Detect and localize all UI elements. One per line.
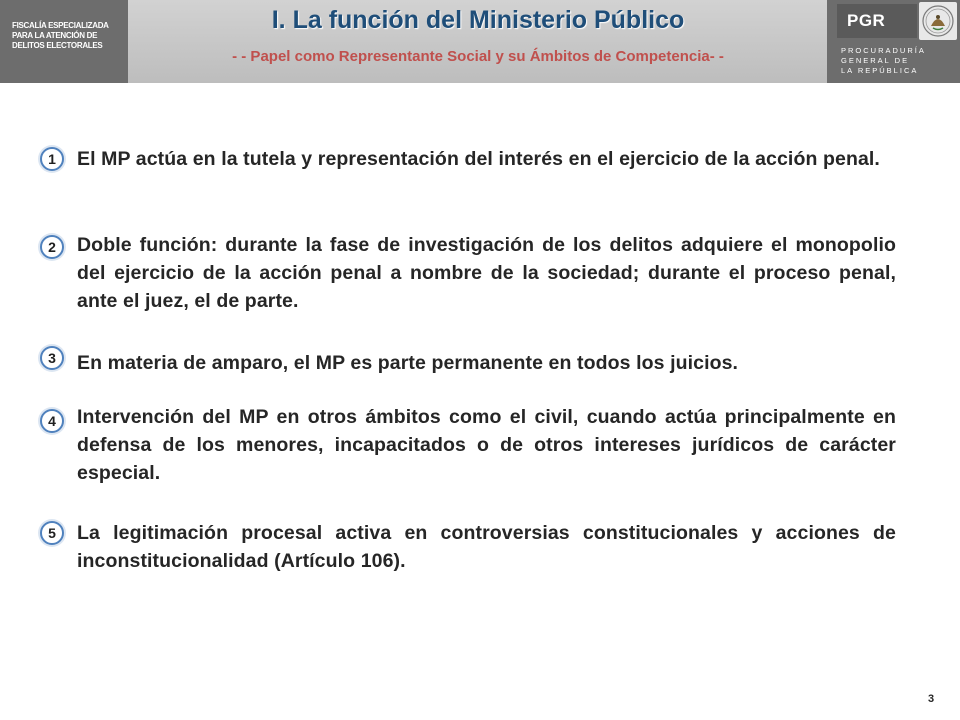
item-text: El MP actúa en la tutela y representación del interés en el ejercicio de la acción penal.	[77, 148, 880, 170]
pgr-agency-line: PROCURADURÍA	[841, 46, 926, 55]
slide-header	[0, 0, 960, 83]
agency-line: PARA LA ATENCIÓN DE	[12, 31, 98, 40]
agency-name	[12, 21, 126, 51]
agency-line: FISCALÍA ESPECIALIZADA	[12, 21, 109, 30]
pgr-logo	[827, 0, 960, 83]
item-number-badge: 5	[40, 521, 64, 545]
item-text: La legitimación procesal activa en controversias constitucionales y acciones de inconstitucionalidad (Artículo 106).	[77, 522, 896, 572]
item-number-badge: 2	[40, 235, 64, 259]
item-text: Intervención del MP en otros ámbitos como el civil, cuando actúa principalmente en defensa de los menores, incapacitados o de otros intereses jurídicos de carácter especial.	[77, 406, 896, 484]
item-number-badge: 3	[40, 346, 64, 370]
item-text: Doble función: durante la fase de investigación de los delitos adquiere el monopolio del ejercicio de la acción penal a nombre de la sociedad; durante el proceso penal, ante el juez, el de parte.	[77, 234, 896, 312]
item-number-badge: 4	[40, 409, 64, 433]
pgr-agency-name	[841, 46, 926, 76]
item-number-badge: 1	[40, 147, 64, 171]
pgr-logo-box	[837, 4, 917, 38]
page-number: 3	[928, 693, 935, 705]
mexico-seal-icon	[919, 2, 957, 40]
slide-title: I. La función del Ministerio Público	[271, 6, 685, 34]
item-text: En materia de amparo, el MP es parte permanente en todos los juicios.	[77, 352, 739, 374]
slide-subtitle: - - Papel como Representante Social y su Ámbitos de Competencia- -	[232, 48, 724, 65]
pgr-agency-line: GENERAL DE	[841, 56, 910, 65]
pgr-agency-line: LA REPÚBLICA	[841, 66, 919, 75]
agency-line: DELITOS ELECTORALES	[12, 41, 103, 50]
pgr-logo-text: PGR	[847, 11, 886, 30]
agency-block	[0, 0, 128, 83]
